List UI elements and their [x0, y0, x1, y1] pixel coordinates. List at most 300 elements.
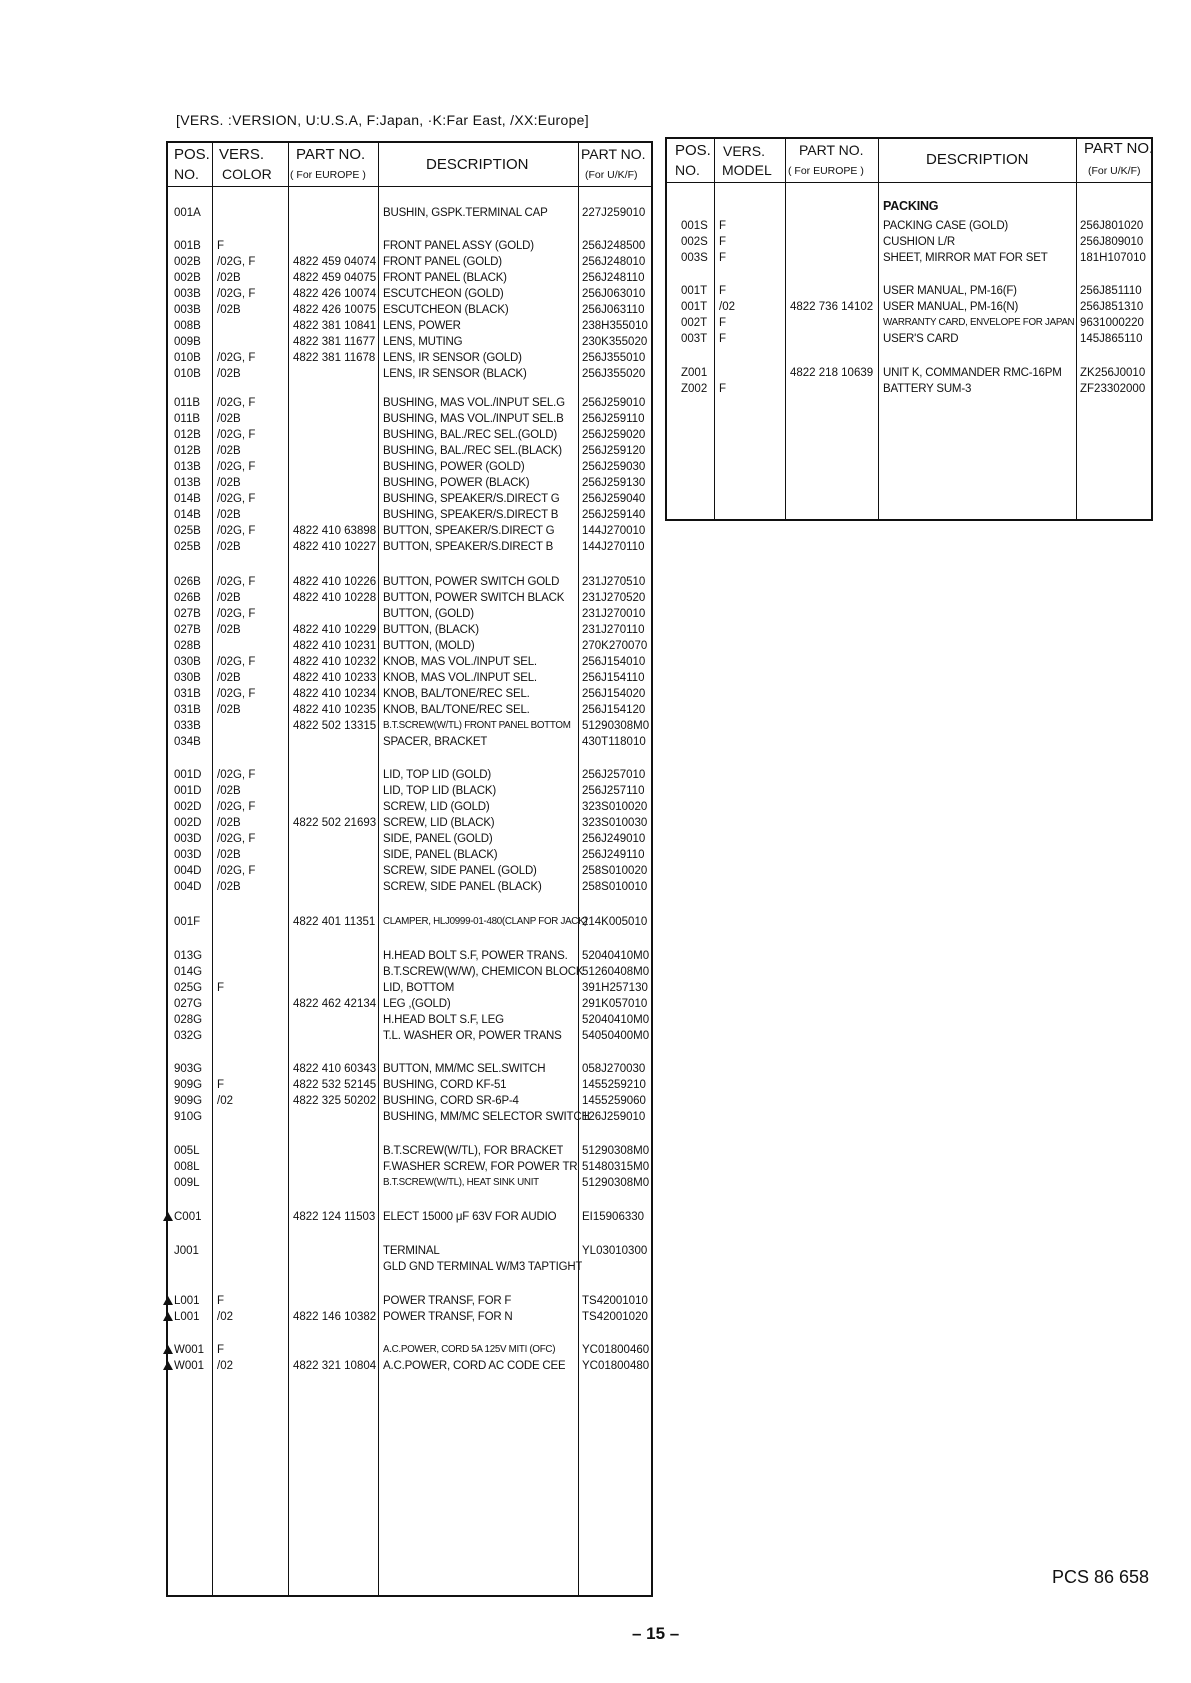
version: /02G, F	[217, 461, 256, 473]
table-row	[168, 863, 651, 879]
pos-no: 030B	[174, 672, 201, 684]
description: KNOB, MAS VOL./INPUT SEL.	[383, 656, 537, 668]
pos-no: 009B	[174, 336, 201, 348]
version: F	[217, 1295, 225, 1307]
table-row	[168, 350, 651, 366]
description: B.T.SCREW(W/TL) FRONT PANEL BOTTOM	[383, 720, 571, 731]
description: USER'S CARD	[883, 333, 959, 345]
version: F	[719, 236, 727, 248]
pos-no: 909G	[174, 1095, 203, 1107]
description: KNOB, BAL/TONE/REC SEL.	[383, 688, 530, 700]
version: F	[719, 317, 727, 329]
safety-warning-icon	[163, 1361, 173, 1370]
version: /02	[719, 301, 735, 313]
pos-no: 030B	[174, 656, 201, 668]
pos-no: 025B	[174, 525, 201, 537]
table-row	[168, 1109, 651, 1125]
description: B.T.SCREW(W/TL), HEAT SINK UNIT	[383, 1177, 539, 1188]
description: SCREW, SIDE PANEL (BLACK)	[383, 881, 542, 893]
part-no-europe: 4822 124 11503	[293, 1211, 376, 1223]
part-no-ukf: 256J355010	[582, 352, 646, 364]
table-row	[168, 914, 651, 930]
description: B.T.SCREW(W/W), CHEMICON BLOCK	[383, 966, 584, 978]
part-no-ukf: ZF23302000	[1080, 383, 1146, 395]
part-no-europe: 4822 381 11678	[293, 352, 376, 364]
page-number: – 15 –	[632, 1624, 680, 1643]
version: /02G, F	[217, 429, 256, 441]
pos-no: 025G	[174, 982, 203, 994]
pos-no: 008B	[174, 320, 201, 332]
table-row	[168, 734, 651, 750]
part-no-ukf: 258S010020	[582, 865, 648, 877]
description: BUSHING, BAL./REC SEL.(GOLD)	[383, 429, 557, 441]
pos-no: 003T	[681, 333, 708, 345]
table-row	[168, 302, 651, 318]
version-legend: [VERS. :VERSION, U:U.S.A, F:Japan, ·K:Far East, /XX:Europe]	[176, 112, 589, 128]
parts-table-right	[665, 137, 1153, 521]
description: BUTTON, POWER SWITCH GOLD	[383, 576, 560, 588]
table-row	[168, 847, 651, 863]
pos-no: 026B	[174, 576, 201, 588]
table-row	[667, 365, 1151, 381]
version: /02G, F	[217, 525, 256, 537]
part-no-ukf: 256J259140	[582, 509, 646, 521]
pos-no-text: L001	[174, 1311, 200, 1323]
version: /02B	[217, 849, 241, 861]
pos-no: 903G	[174, 1063, 203, 1075]
table-row	[667, 218, 1151, 234]
table-row	[168, 799, 651, 815]
part-no-ukf: 256J851110	[1080, 285, 1142, 297]
part-no-europe: 4822 410 10234	[293, 688, 377, 700]
part-no-ukf: 227J259010	[582, 207, 646, 219]
description: LID, TOP LID (BLACK)	[383, 785, 496, 797]
part-no-europe: 4822 459 04075	[293, 272, 377, 284]
pos-no	[163, 1358, 204, 1374]
description: H.HEAD BOLT S.F, POWER TRANS.	[383, 950, 568, 962]
header-vers: VERS.	[219, 146, 265, 163]
description: BUSHING, MAS VOL./INPUT SEL.B	[383, 413, 564, 425]
part-no-ukf: 256J809010	[1080, 236, 1144, 248]
model-code: PCS 86 658	[1052, 1567, 1150, 1587]
part-no-ukf: 323S010030	[582, 817, 648, 829]
table-row	[168, 254, 651, 270]
pos-no: 003D	[174, 849, 202, 861]
version: /02G, F	[217, 493, 256, 505]
pos-no: 011B	[174, 397, 201, 409]
pos-no	[163, 1309, 200, 1325]
part-no-ukf: 256J249010	[582, 833, 646, 845]
pos-no: 028G	[174, 1014, 203, 1026]
header-pos: POS.	[174, 146, 210, 163]
description: LID, TOP LID (GOLD)	[383, 769, 492, 781]
description: CLAMPER, HLJ0999-01-480(CLANP FOR JACK)	[383, 916, 588, 927]
part-no-ukf: 231J270520	[582, 592, 646, 604]
part-no-europe: 4822 736 14102	[790, 301, 874, 313]
description: ELECT 15000 μF 63V FOR AUDIO	[383, 1211, 557, 1223]
table-row	[168, 654, 651, 670]
part-no-ukf: 256J248500	[582, 240, 646, 252]
part-no-ukf: 9631000220	[1080, 317, 1144, 329]
table-row	[168, 334, 651, 350]
part-no-ukf: YC01800460	[582, 1344, 650, 1356]
header-no: NO.	[174, 166, 199, 182]
table-row	[168, 491, 651, 507]
pos-no: 001A	[174, 207, 201, 219]
part-no-ukf: 51290308M0	[582, 1177, 650, 1189]
table-row	[168, 590, 651, 606]
description: BUSHING, POWER (BLACK)	[383, 477, 530, 489]
table-row	[667, 234, 1151, 250]
part-no-ukf: 144J270010	[582, 525, 646, 537]
part-no-ukf: 323S010020	[582, 801, 648, 813]
pos-no: 009L	[174, 1177, 200, 1189]
part-no-europe: 4822 502 21693	[293, 817, 377, 829]
description: GLD GND TERMINAL W/M3 TAPTIGHT	[383, 1261, 583, 1273]
table-row	[168, 767, 651, 783]
table-header	[168, 143, 651, 187]
version: /02B	[217, 509, 241, 521]
description: SCREW, SIDE PANEL (GOLD)	[383, 865, 537, 877]
description: LEG ,(GOLD)	[383, 998, 451, 1010]
part-no-europe: 4822 410 60343	[293, 1063, 377, 1075]
description: SCREW, LID (GOLD)	[383, 801, 490, 813]
safety-warning-icon	[163, 1212, 173, 1221]
table-row	[168, 1175, 651, 1191]
description: POWER TRANSF, FOR F	[383, 1295, 512, 1307]
version: /02G, F	[217, 256, 256, 268]
table-row	[667, 331, 1151, 347]
part-no-ukf: EI15906330	[582, 1211, 645, 1223]
pos-no: 014B	[174, 493, 201, 505]
safety-warning-icon	[163, 1312, 173, 1321]
description: ESCUTCHEON (GOLD)	[383, 288, 504, 300]
part-no-ukf: 256J249110	[582, 849, 645, 861]
part-no-ukf: 231J270010	[582, 608, 646, 620]
pos-no: Z001	[681, 367, 708, 379]
pos-no-text: L001	[174, 1295, 200, 1307]
pos-no: 001S	[681, 220, 708, 232]
table-row	[168, 815, 651, 831]
table-row	[168, 411, 651, 427]
pos-no: 013B	[174, 461, 201, 473]
version: /02B	[217, 624, 241, 636]
part-no-ukf: TS42001020	[582, 1311, 648, 1323]
description: LENS, POWER	[383, 320, 461, 332]
pos-no: J001	[174, 1245, 199, 1257]
description: LENS, IR SENSOR (BLACK)	[383, 368, 527, 380]
version: F	[719, 383, 727, 395]
table-row	[168, 475, 651, 491]
table-row	[168, 1012, 651, 1028]
part-no-ukf: 391H257130	[582, 982, 648, 994]
pos-no: 013B	[174, 477, 201, 489]
description: SIDE, PANEL (BLACK)	[383, 849, 498, 861]
table-row	[168, 205, 651, 221]
part-no-ukf: 230K355020	[582, 336, 648, 348]
table-row	[168, 702, 651, 718]
version: /02B	[217, 785, 241, 797]
pos-no: 031B	[174, 688, 201, 700]
part-no-europe: 4822 459 04074	[293, 256, 377, 268]
table-row	[667, 381, 1151, 397]
pos-no: 004D	[174, 881, 202, 893]
table-row	[168, 1243, 651, 1259]
version: F	[719, 285, 727, 297]
description: BUSHING, CORD KF-51	[383, 1079, 507, 1091]
description: BUSHING, POWER (GOLD)	[383, 461, 525, 473]
description: TERMINAL	[383, 1245, 440, 1257]
table-row	[168, 507, 651, 523]
version: /02G, F	[217, 288, 256, 300]
part-no-ukf: 54050400M0	[582, 1030, 650, 1042]
pos-no: 001D	[174, 769, 202, 781]
table-row	[168, 1342, 651, 1358]
pos-no	[163, 1209, 202, 1225]
version: /02G, F	[217, 576, 256, 588]
description: A.C.POWER, CORD AC CODE CEE	[383, 1360, 566, 1372]
part-no-ukf: 058J270030	[582, 1063, 646, 1075]
table-row	[667, 250, 1151, 266]
description: T.L. WASHER OR, POWER TRANS	[383, 1030, 562, 1042]
table-row	[168, 1358, 651, 1374]
parts-table-left	[166, 141, 653, 1597]
description: PACKING CASE (GOLD)	[883, 220, 1009, 232]
part-no-europe: 4822 426 10074	[293, 288, 377, 300]
header-for-ukf: (For U/K/F)	[585, 169, 638, 181]
description: USER MANUAL, PM-16(N)	[883, 301, 1019, 313]
version: /02G, F	[217, 865, 256, 877]
description: FRONT PANEL ASSY (GOLD)	[383, 240, 534, 252]
part-no-ukf: 256J259010	[582, 397, 646, 409]
description: H.HEAD BOLT S.F, LEG	[383, 1014, 504, 1026]
description: BUTTON, SPEAKER/S.DIRECT B	[383, 541, 554, 553]
header-model: MODEL	[722, 162, 772, 178]
version: F	[719, 220, 727, 232]
description: BUSHING, BAL./REC SEL.(BLACK)	[383, 445, 562, 457]
part-no-ukf: 256J259120	[582, 445, 646, 457]
header-part-no: PART NO.	[799, 142, 864, 158]
part-no-europe: 4822 381 11677	[293, 336, 376, 348]
description: SPACER, BRACKET	[383, 736, 488, 748]
part-no-ukf: 256J248110	[582, 272, 645, 284]
pos-no: 027B	[174, 608, 201, 620]
pos-no: 910G	[174, 1111, 203, 1123]
description: BUSHING, SPEAKER/S.DIRECT G	[383, 493, 560, 505]
pos-no: 002B	[174, 272, 201, 284]
pos-no: 005L	[174, 1145, 200, 1157]
part-no-europe: 4822 410 63898	[293, 525, 377, 537]
table-row	[168, 638, 651, 654]
pos-no: 027G	[174, 998, 203, 1010]
version: /02	[217, 1095, 233, 1107]
safety-warning-icon	[163, 1296, 173, 1305]
part-no-europe: 4822 401 11351	[293, 916, 376, 928]
table-row	[168, 1093, 651, 1109]
header-pos: POS.	[675, 142, 711, 159]
pos-no: 025B	[174, 541, 201, 553]
table-row	[168, 1293, 651, 1309]
part-no-ukf: 144J270110	[582, 541, 645, 553]
description: WARRANTY CARD, ENVELOPE FOR JAPAN	[883, 317, 1075, 328]
pos-no: 031B	[174, 704, 201, 716]
part-no-ukf: 238H355010	[582, 320, 648, 332]
table-row	[667, 315, 1151, 331]
description: BUSHING, MAS VOL./INPUT SEL.G	[383, 397, 565, 409]
part-no-ukf: 256J154020	[582, 688, 646, 700]
pos-no: 003S	[681, 252, 708, 264]
header-description: DESCRIPTION	[426, 156, 529, 173]
table-row	[168, 286, 651, 302]
part-no-ukf: 145J865110	[1080, 333, 1143, 345]
header-for-europe: ( For EUROPE )	[788, 165, 864, 177]
pos-no: 002S	[681, 236, 708, 248]
table-row	[168, 270, 651, 286]
safety-warning-icon	[163, 1345, 173, 1354]
header-no: NO.	[675, 162, 700, 178]
table-row	[168, 606, 651, 622]
part-no-ukf: 256J257110	[582, 785, 645, 797]
table-row	[168, 879, 651, 895]
pos-no: 001D	[174, 785, 202, 797]
table-header	[667, 139, 1154, 183]
pos-no: 033B	[174, 720, 201, 732]
pos-no: 034B	[174, 736, 201, 748]
pos-no: 002T	[681, 317, 708, 329]
pos-no: Z002	[681, 383, 708, 395]
version: /02B	[217, 541, 241, 553]
part-no-europe: 4822 410 10233	[293, 672, 377, 684]
pos-no: 013G	[174, 950, 203, 962]
part-no-ukf: 256J063010	[582, 288, 646, 300]
header-vers: VERS.	[723, 143, 766, 159]
description: SIDE, PANEL (GOLD)	[383, 833, 493, 845]
description: POWER TRANSF, FOR N	[383, 1311, 513, 1323]
version: /02B	[217, 368, 241, 380]
pos-no: 008L	[174, 1161, 200, 1173]
part-no-ukf: 270K270070	[582, 640, 648, 652]
part-no-europe: 4822 218 10639	[790, 367, 874, 379]
table-row	[168, 427, 651, 443]
pos-no: 028B	[174, 640, 201, 652]
pos-no: 003B	[174, 288, 201, 300]
pos-no: 001T	[681, 285, 708, 297]
part-no-ukf: 256J259030	[582, 461, 646, 473]
description: FRONT PANEL (GOLD)	[383, 256, 502, 268]
part-no-ukf: 256J248010	[582, 256, 646, 268]
description: BUTTON, (BLACK)	[383, 624, 479, 636]
table-row	[168, 831, 651, 847]
version: /02G, F	[217, 397, 256, 409]
description: KNOB, BAL/TONE/REC SEL.	[383, 704, 530, 716]
pos-no: 004D	[174, 865, 202, 877]
pos-no: 027B	[174, 624, 201, 636]
version: /02G, F	[217, 352, 256, 364]
pos-no: 002B	[174, 256, 201, 268]
table-row	[168, 366, 651, 382]
part-no-ukf: 256J154010	[582, 656, 646, 668]
pos-no: 011B	[174, 413, 201, 425]
table-row	[168, 1028, 651, 1044]
table-row	[168, 948, 651, 964]
table-row	[168, 1143, 651, 1159]
part-no-europe: 4822 410 10229	[293, 624, 377, 636]
pos-no: 012B	[174, 445, 201, 457]
part-no-ukf: ZK256J0010	[1080, 367, 1146, 379]
version: /02G, F	[217, 656, 256, 668]
description: LENS, IR SENSOR (GOLD)	[383, 352, 522, 364]
part-no-ukf: YC01800480	[582, 1360, 650, 1372]
version: /02B	[217, 592, 241, 604]
part-no-europe: 4822 146 10382	[293, 1311, 377, 1323]
pos-no-text: W001	[174, 1360, 205, 1372]
part-no-europe: 4822 532 52145	[293, 1079, 377, 1091]
table-row	[168, 395, 651, 411]
description: B.T.SCREW(W/TL), FOR BRACKET	[383, 1145, 564, 1157]
part-no-ukf: 256J355020	[582, 368, 646, 380]
version: /02B	[217, 672, 241, 684]
table-row	[168, 574, 651, 590]
part-no-europe: 4822 321 10804	[293, 1360, 377, 1372]
description: LENS, MUTING	[383, 336, 463, 348]
table-row	[168, 1309, 651, 1325]
description: CUSHION L/R	[883, 236, 955, 248]
version: /02	[217, 1311, 233, 1323]
table-row	[168, 443, 651, 459]
pos-no: 014B	[174, 509, 201, 521]
table-row	[168, 238, 651, 254]
version: F	[217, 1079, 225, 1091]
version: /02B	[217, 817, 241, 829]
version: F	[217, 982, 225, 994]
part-no-ukf: 256J063110	[582, 304, 645, 316]
part-no-ukf: 256J259020	[582, 429, 646, 441]
version: /02B	[217, 272, 241, 284]
table-row	[667, 283, 1151, 299]
part-no-ukf: 214K005010	[582, 916, 648, 928]
version: F	[217, 240, 225, 252]
description: ESCUTCHEON (BLACK)	[383, 304, 509, 316]
description: USER MANUAL, PM-16(F)	[883, 285, 1017, 297]
table-row	[667, 299, 1151, 315]
description: BATTERY SUM-3	[883, 383, 972, 395]
table-row	[168, 459, 651, 475]
header-part-no-2: PART NO.	[581, 146, 646, 162]
part-no-ukf: 256J259110	[582, 413, 645, 425]
table-row	[168, 670, 651, 686]
version: /02B	[217, 413, 241, 425]
part-no-ukf: 231J270510	[582, 576, 646, 588]
part-no-europe: 4822 426 10075	[293, 304, 377, 316]
part-no-ukf: 291K057010	[582, 998, 648, 1010]
table-row	[168, 964, 651, 980]
header-part-no-2: PART NO.	[1084, 140, 1154, 157]
description: BUSHING, CORD SR-6P-4	[383, 1095, 519, 1107]
description: BUSHIN, GSPK.TERMINAL CAP	[383, 207, 548, 219]
pos-no	[163, 1293, 200, 1309]
pos-no: 909G	[174, 1079, 203, 1091]
part-no-ukf: 1455259210	[582, 1079, 646, 1091]
version: /02G, F	[217, 769, 256, 781]
pos-no: 026B	[174, 592, 201, 604]
table-row	[168, 1209, 651, 1225]
part-no-ukf: 1455259060	[582, 1095, 646, 1107]
table-row	[168, 783, 651, 799]
description: BUTTON, MM/MC SEL.SWITCH	[383, 1063, 546, 1075]
part-no-ukf: 51290308M0	[582, 1145, 650, 1157]
description: BUTTON, SPEAKER/S.DIRECT G	[383, 525, 555, 537]
version: /02G, F	[217, 688, 256, 700]
